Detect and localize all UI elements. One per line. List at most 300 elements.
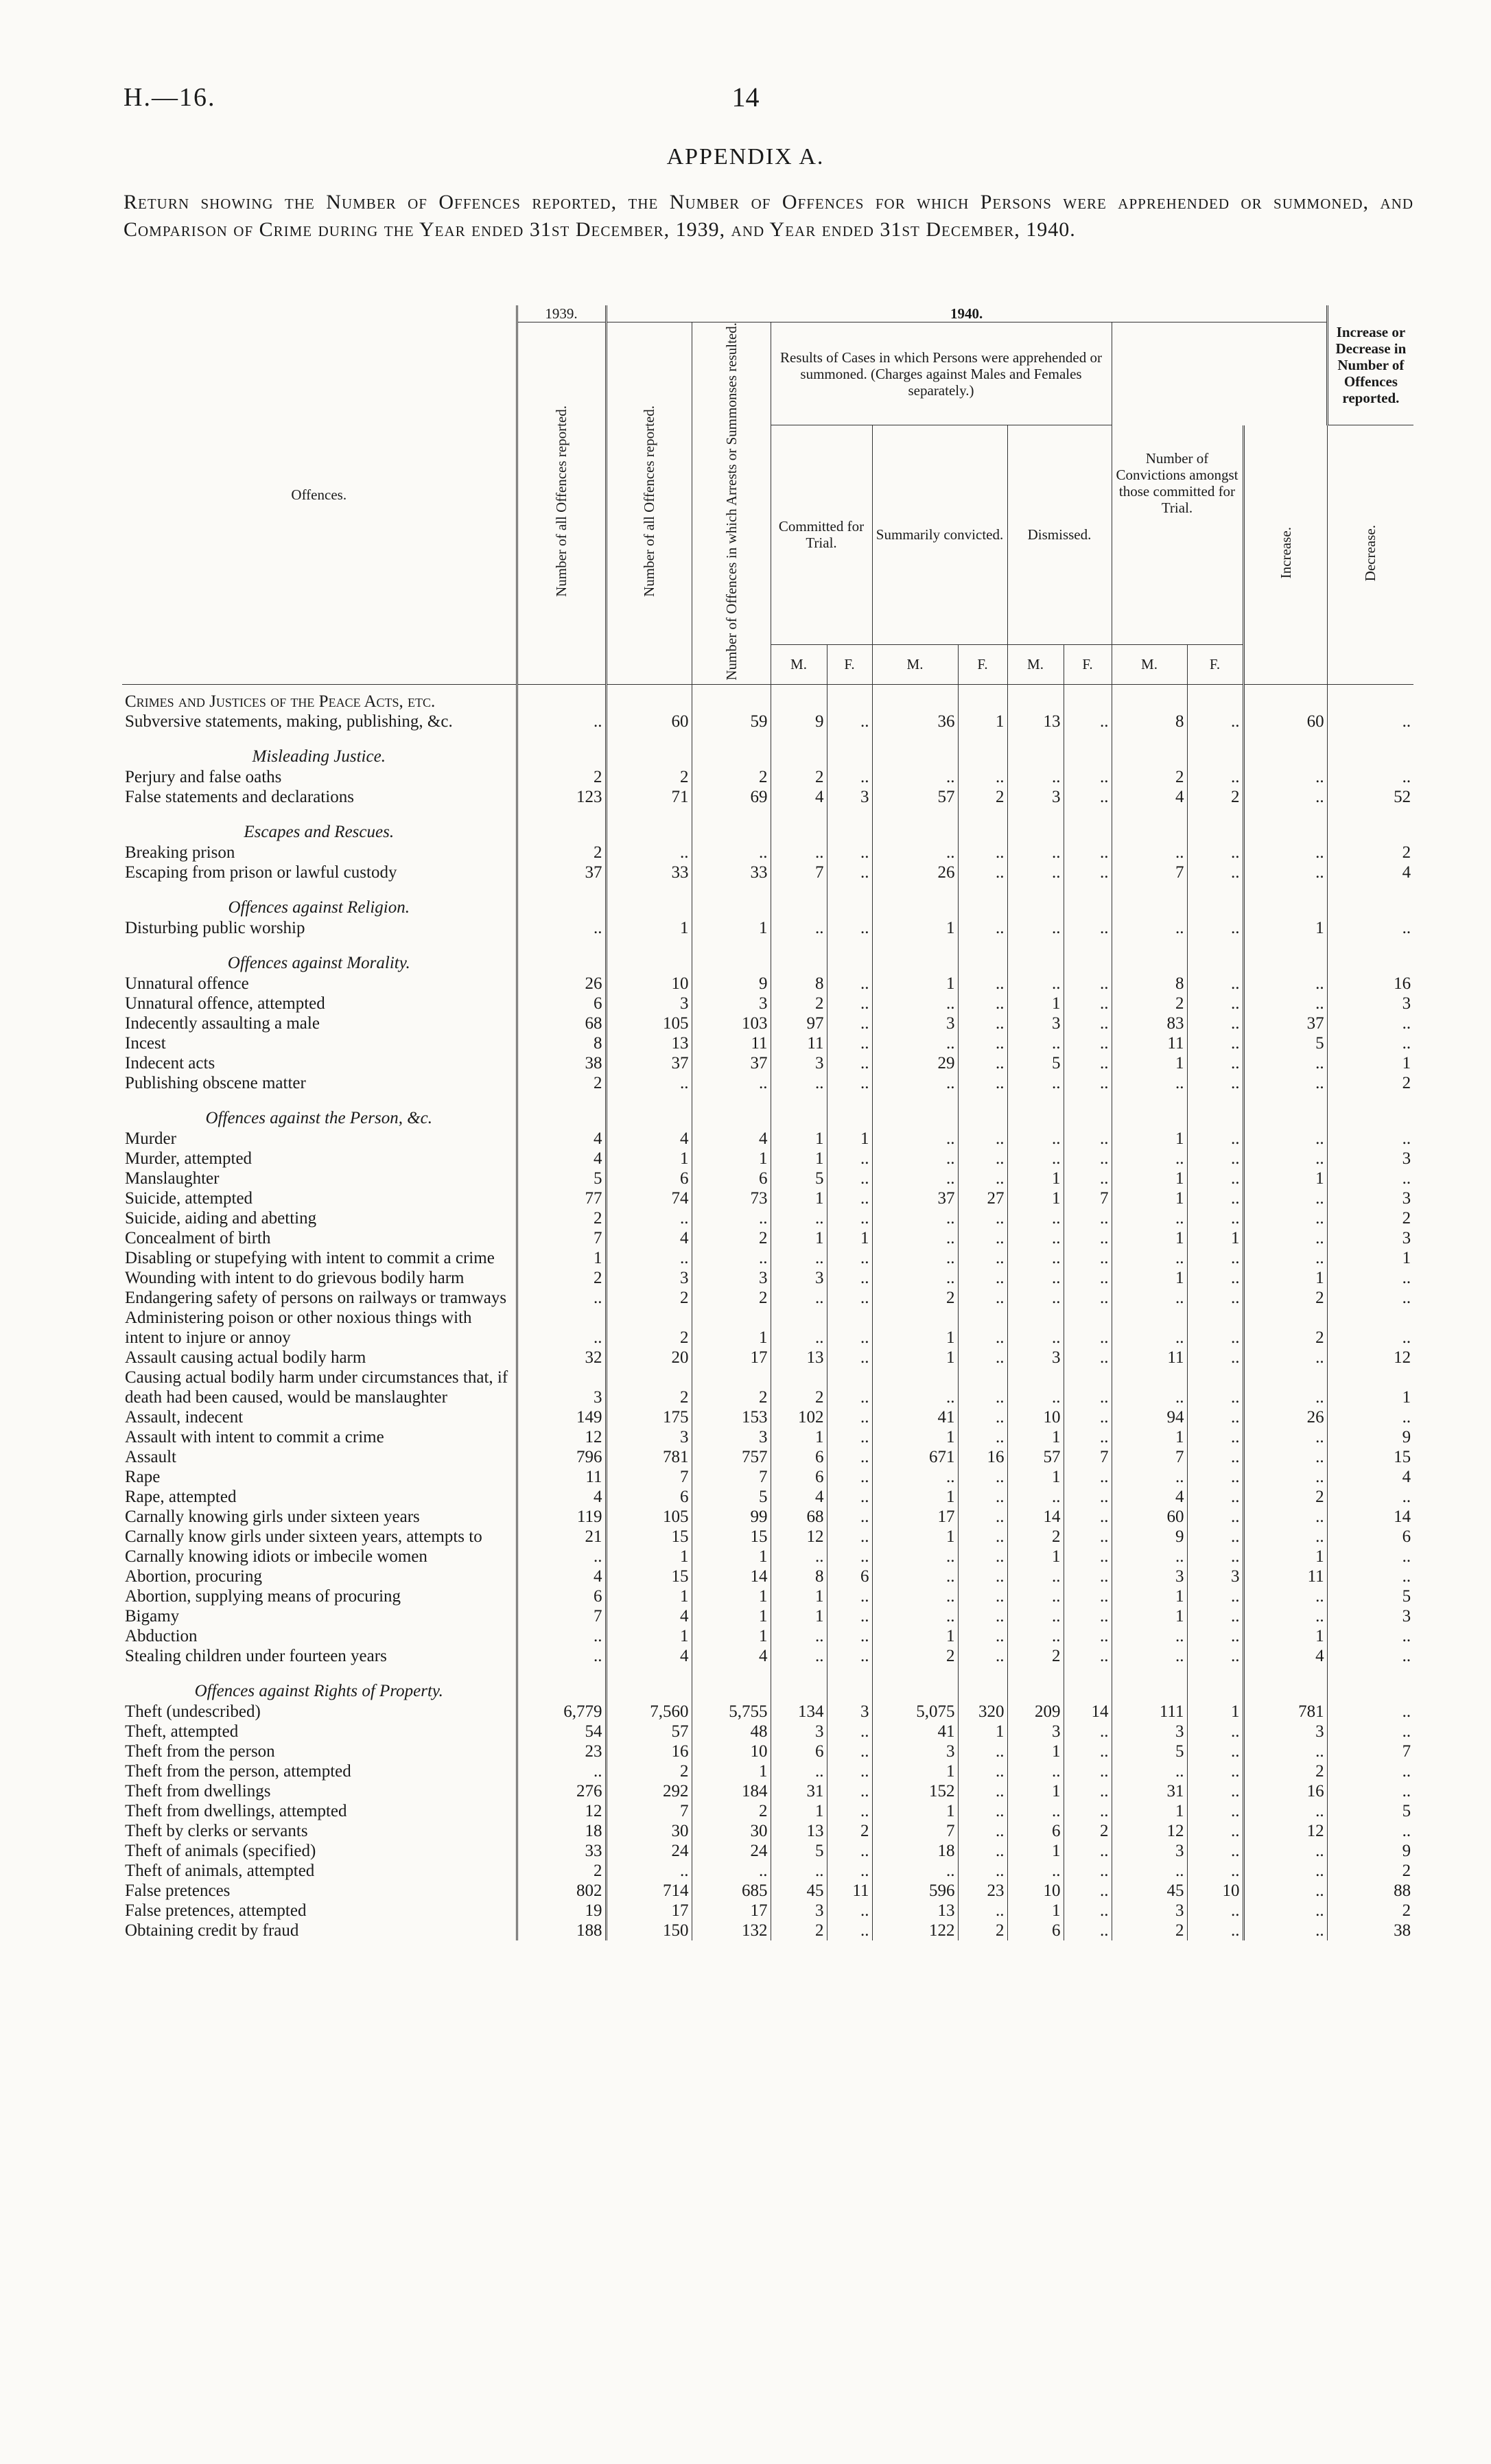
value-cell: ..: [827, 994, 872, 1013]
value-cell: 3: [692, 1268, 771, 1288]
value-cell: 1: [692, 1586, 771, 1606]
reported-1940-header: Number of all Offences reported.: [606, 322, 692, 685]
value-cell: 1: [1007, 1188, 1064, 1208]
value-cell: 150: [606, 1921, 692, 1940]
empty-cell: [958, 882, 1007, 918]
table-row: [122, 1702, 1413, 1722]
value-cell: ..: [958, 1368, 1007, 1407]
value-cell: 71: [606, 787, 692, 807]
offence-name: Murder, attempted: [125, 1149, 253, 1168]
table-row: [122, 1427, 1413, 1447]
value-cell: ..: [1243, 1467, 1327, 1487]
value-cell: ..: [1327, 1761, 1413, 1781]
value-cell: 2: [692, 1368, 771, 1407]
value-cell: ..: [1064, 1467, 1112, 1487]
value-cell: 6: [827, 1567, 872, 1586]
value-cell: 3: [1327, 994, 1413, 1013]
value-cell: ..: [1187, 712, 1243, 731]
value-cell: ..: [1187, 1467, 1243, 1487]
increase-decrease-header: Increase or Decrease in Number of Offences reported.: [1327, 305, 1413, 425]
value-cell: 54: [517, 1722, 606, 1741]
empty-cell: [1243, 684, 1327, 712]
empty-cell: [1327, 807, 1413, 843]
empty-cell: [1243, 882, 1327, 918]
value-cell: ..: [827, 1268, 872, 1288]
value-cell: 7: [771, 863, 827, 882]
group-heading-row: [122, 807, 1413, 843]
value-cell: ..: [1243, 1368, 1327, 1407]
empty-cell: [1112, 684, 1187, 712]
value-cell: 1: [1327, 1368, 1413, 1407]
value-cell: 57: [606, 1722, 692, 1741]
value-cell: ..: [827, 1781, 872, 1801]
offence-name: Bigamy: [125, 1606, 180, 1626]
value-cell: 37: [872, 1188, 958, 1208]
value-cell: 24: [692, 1841, 771, 1861]
value-cell: 3: [692, 994, 771, 1013]
value-cell: 1: [606, 1149, 692, 1169]
value-cell: ..: [827, 843, 872, 863]
value-cell: ..: [827, 1901, 872, 1921]
empty-cell: [958, 938, 1007, 974]
empty-cell: [1327, 684, 1413, 712]
value-cell: 2: [1007, 1646, 1064, 1666]
value-cell: ..: [1007, 1129, 1064, 1149]
value-cell: ..: [958, 1487, 1007, 1507]
table-row: [122, 863, 1413, 882]
value-cell: ..: [1064, 1646, 1112, 1666]
value-cell: 3: [771, 1722, 827, 1741]
value-cell: 77: [517, 1188, 606, 1208]
value-cell: ..: [827, 1741, 872, 1761]
value-cell: 123: [517, 787, 606, 807]
value-cell: ..: [872, 843, 958, 863]
value-cell: ..: [771, 1626, 827, 1646]
empty-cell: [1187, 1093, 1243, 1129]
value-cell: ..: [958, 843, 1007, 863]
value-cell: ..: [771, 918, 827, 938]
value-cell: ..: [958, 1149, 1007, 1169]
value-cell: 30: [692, 1821, 771, 1841]
value-cell: 30: [606, 1821, 692, 1841]
value-cell: 2: [1327, 1901, 1413, 1921]
value-cell: 132: [692, 1921, 771, 1940]
value-cell: 13: [1007, 712, 1064, 731]
empty-cell: [1243, 1093, 1327, 1129]
value-cell: 3: [606, 1268, 692, 1288]
value-cell: 292: [606, 1781, 692, 1801]
group-heading-row: [122, 731, 1413, 767]
offence-name: Theft, attempted: [125, 1722, 239, 1741]
value-cell: 1: [872, 1527, 958, 1547]
value-cell: ..: [1064, 1427, 1112, 1447]
value-cell: 3: [1112, 1841, 1187, 1861]
summarily-f: F.: [958, 644, 1007, 684]
table-row: [122, 787, 1413, 807]
value-cell: ..: [1327, 767, 1413, 787]
value-cell: 6: [771, 1467, 827, 1487]
value-cell: ..: [1327, 1567, 1413, 1586]
dismissed-f: F.: [1064, 644, 1112, 684]
value-cell: 6: [771, 1447, 827, 1467]
value-cell: ..: [958, 1248, 1007, 1268]
value-cell: ..: [1187, 1586, 1243, 1606]
value-cell: 73: [692, 1188, 771, 1208]
value-cell: ..: [1112, 1547, 1187, 1567]
group-heading: Crimes and Justices of the Peace Acts, etc.: [125, 692, 436, 711]
offence-name: Theft of animals, attempted: [125, 1861, 315, 1880]
value-cell: ..: [606, 1861, 692, 1881]
value-cell: 68: [771, 1507, 827, 1527]
value-cell: 3: [1112, 1901, 1187, 1921]
value-cell: ..: [771, 1761, 827, 1781]
value-cell: 2: [692, 1228, 771, 1248]
value-cell: ..: [1064, 1268, 1112, 1288]
value-cell: ..: [872, 767, 958, 787]
value-cell: 7: [517, 1228, 606, 1248]
value-cell: 31: [771, 1781, 827, 1801]
value-cell: 152: [872, 1781, 958, 1801]
value-cell: ..: [1187, 1841, 1243, 1861]
value-cell: ..: [827, 863, 872, 882]
value-cell: 781: [606, 1447, 692, 1467]
empty-cell: [1064, 731, 1112, 767]
value-cell: 11: [771, 1033, 827, 1053]
value-cell: 16: [1243, 1781, 1327, 1801]
value-cell: 12: [1327, 1348, 1413, 1368]
empty-cell: [1243, 938, 1327, 974]
group-heading-row: [122, 684, 1413, 712]
offence-name: Abduction: [125, 1626, 198, 1645]
table-row: [122, 1901, 1413, 1921]
value-cell: 1: [872, 1626, 958, 1646]
value-cell: 16: [606, 1741, 692, 1761]
value-cell: 2: [1112, 767, 1187, 787]
value-cell: ..: [1187, 1547, 1243, 1567]
offence-name: Escaping from prison or lawful custody: [125, 863, 397, 882]
value-cell: 24: [606, 1841, 692, 1861]
value-cell: ..: [827, 1427, 872, 1447]
value-cell: ..: [1327, 1308, 1413, 1348]
value-cell: ..: [827, 1487, 872, 1507]
value-cell: 88: [1327, 1881, 1413, 1901]
value-cell: 671: [872, 1447, 958, 1467]
value-cell: 184: [692, 1781, 771, 1801]
dismissed-header: Dismissed.: [1007, 425, 1112, 645]
value-cell: ..: [1007, 918, 1064, 938]
value-cell: 3: [771, 1268, 827, 1288]
value-cell: ..: [771, 1248, 827, 1268]
arrests-header: Number of Offences in which Arrests or Summonses resulted.: [692, 322, 771, 685]
value-cell: 102: [771, 1407, 827, 1427]
empty-cell: [692, 807, 771, 843]
empty-cell: [1064, 1093, 1112, 1129]
value-cell: ..: [1007, 1208, 1064, 1228]
table-row: [122, 767, 1413, 787]
value-cell: ..: [958, 1073, 1007, 1093]
value-cell: ..: [1327, 1169, 1413, 1188]
value-cell: ..: [1064, 1368, 1112, 1407]
dismissed-m: M.: [1007, 644, 1064, 684]
value-cell: 3: [1327, 1228, 1413, 1248]
value-cell: ..: [958, 1268, 1007, 1288]
table-row: [122, 1053, 1413, 1073]
value-cell: 596: [872, 1881, 958, 1901]
offence-name: Rape, attempted: [125, 1487, 237, 1506]
empty-cell: [1112, 731, 1187, 767]
value-cell: 796: [517, 1447, 606, 1467]
value-cell: 4: [692, 1646, 771, 1666]
value-cell: 45: [771, 1881, 827, 1901]
value-cell: ..: [1064, 994, 1112, 1013]
empty-cell: [1064, 807, 1112, 843]
value-cell: ..: [1187, 974, 1243, 994]
value-cell: ..: [1243, 787, 1327, 807]
value-cell: 4: [606, 1129, 692, 1149]
value-cell: ..: [1187, 1368, 1243, 1407]
value-cell: ..: [1064, 1901, 1112, 1921]
value-cell: ..: [827, 1407, 872, 1427]
value-cell: ..: [1064, 1507, 1112, 1527]
committed-f: F.: [827, 644, 872, 684]
empty-cell: [771, 1666, 827, 1702]
value-cell: ..: [1064, 1921, 1112, 1940]
value-cell: ..: [827, 1149, 872, 1169]
empty-cell: [827, 684, 872, 712]
value-cell: 12: [1112, 1821, 1187, 1841]
value-cell: 1: [1112, 1606, 1187, 1626]
value-cell: 714: [606, 1881, 692, 1901]
value-cell: 1: [606, 1586, 692, 1606]
value-cell: 122: [872, 1921, 958, 1940]
value-cell: 7: [606, 1801, 692, 1821]
value-cell: 1: [771, 1188, 827, 1208]
value-cell: ..: [958, 1586, 1007, 1606]
value-cell: 3: [1112, 1722, 1187, 1741]
value-cell: ..: [517, 712, 606, 731]
value-cell: ..: [1064, 1407, 1112, 1427]
value-cell: ..: [872, 1129, 958, 1149]
value-cell: ..: [827, 1626, 872, 1646]
value-cell: ..: [1187, 1861, 1243, 1881]
value-cell: 1: [606, 1547, 692, 1567]
value-cell: 41: [872, 1407, 958, 1427]
value-cell: 13: [606, 1033, 692, 1053]
value-cell: ..: [1187, 1268, 1243, 1288]
value-cell: ..: [1187, 918, 1243, 938]
value-cell: ..: [1064, 1348, 1112, 1368]
value-cell: ..: [958, 1053, 1007, 1073]
empty-cell: [606, 731, 692, 767]
value-cell: ..: [1112, 1288, 1187, 1308]
value-cell: 5: [771, 1169, 827, 1188]
value-cell: ..: [1187, 1149, 1243, 1169]
offence-name: Rape: [125, 1467, 161, 1486]
value-cell: 4: [1112, 787, 1187, 807]
value-cell: ..: [1007, 1288, 1064, 1308]
empty-cell: [827, 1666, 872, 1702]
value-cell: ..: [517, 1646, 606, 1666]
value-cell: ..: [1243, 1149, 1327, 1169]
value-cell: ..: [1007, 1761, 1064, 1781]
group-heading-row: [122, 1666, 1413, 1702]
empty-cell: [1243, 731, 1327, 767]
value-cell: 17: [606, 1901, 692, 1921]
value-cell: ..: [958, 767, 1007, 787]
value-cell: 1: [606, 1626, 692, 1646]
value-cell: ..: [1327, 1268, 1413, 1288]
value-cell: 3: [1243, 1722, 1327, 1741]
value-cell: ..: [827, 1467, 872, 1487]
empty-cell: [827, 938, 872, 974]
table-row: [122, 1801, 1413, 1821]
value-cell: 149: [517, 1407, 606, 1427]
value-cell: 1: [958, 1722, 1007, 1741]
offence-name: Theft of animals (specified): [125, 1841, 316, 1860]
value-cell: ..: [1112, 843, 1187, 863]
value-cell: 60: [1243, 712, 1327, 731]
value-cell: 2: [958, 1921, 1007, 1940]
value-cell: 15: [1327, 1447, 1413, 1467]
empty-cell: [606, 684, 692, 712]
value-cell: 2: [517, 1861, 606, 1881]
value-cell: 4: [771, 1487, 827, 1507]
value-cell: ..: [1187, 1013, 1243, 1033]
value-cell: ..: [1007, 1149, 1064, 1169]
value-cell: 1: [1243, 1547, 1327, 1567]
table-row: [122, 1228, 1413, 1248]
value-cell: 3: [1327, 1149, 1413, 1169]
value-cell: ..: [1327, 1487, 1413, 1507]
value-cell: ..: [1243, 1921, 1327, 1940]
value-cell: ..: [1007, 1308, 1064, 1348]
value-cell: ..: [1064, 1248, 1112, 1268]
empty-cell: [517, 1093, 606, 1129]
empty-cell: [771, 882, 827, 918]
value-cell: ..: [827, 1722, 872, 1741]
value-cell: ..: [872, 1861, 958, 1881]
decrease-header: Decrease.: [1327, 425, 1413, 685]
value-cell: ..: [1064, 843, 1112, 863]
offence-name: Assault: [125, 1447, 176, 1466]
value-cell: ..: [872, 1149, 958, 1169]
value-cell: 2: [958, 787, 1007, 807]
value-cell: ..: [1327, 1626, 1413, 1646]
empty-cell: [1187, 882, 1243, 918]
value-cell: ..: [1007, 1626, 1064, 1646]
offence-name: Disabling or stupefying with intent to commit a crime: [125, 1248, 495, 1267]
table-row: [122, 1761, 1413, 1781]
value-cell: 1: [771, 1427, 827, 1447]
value-cell: 33: [606, 863, 692, 882]
value-cell: 10: [692, 1741, 771, 1761]
empty-cell: [517, 731, 606, 767]
value-cell: ..: [1187, 1606, 1243, 1626]
value-cell: 94: [1112, 1407, 1187, 1427]
value-cell: ..: [958, 1567, 1007, 1586]
value-cell: 9: [1327, 1427, 1413, 1447]
empty-cell: [606, 938, 692, 974]
value-cell: ..: [958, 1129, 1007, 1149]
value-cell: 4: [1327, 863, 1413, 882]
value-cell: 2: [1243, 1487, 1327, 1507]
offence-name: Endangering safety of persons on railways or tramways: [125, 1288, 507, 1307]
value-cell: 8: [1112, 974, 1187, 994]
offence-name: Murder: [125, 1129, 176, 1148]
value-cell: ..: [1112, 1646, 1187, 1666]
value-cell: 209: [1007, 1702, 1064, 1722]
value-cell: 14: [1064, 1702, 1112, 1722]
value-cell: 2: [872, 1646, 958, 1666]
value-cell: 37: [1243, 1013, 1327, 1033]
value-cell: 2: [517, 767, 606, 787]
table-row: [122, 1507, 1413, 1527]
value-cell: ..: [771, 1288, 827, 1308]
value-cell: ..: [771, 1073, 827, 1093]
value-cell: ..: [1064, 1129, 1112, 1149]
value-cell: ..: [1187, 1626, 1243, 1646]
offence-name: Unnatural offence, attempted: [125, 994, 325, 1013]
value-cell: ..: [1243, 1228, 1327, 1248]
value-cell: ..: [827, 1861, 872, 1881]
value-cell: 2: [517, 1073, 606, 1093]
value-cell: ..: [1112, 1073, 1187, 1093]
value-cell: 11: [1243, 1567, 1327, 1586]
value-cell: 757: [692, 1447, 771, 1467]
table-row: [122, 1368, 1413, 1407]
value-cell: 2: [771, 767, 827, 787]
value-cell: 2: [771, 994, 827, 1013]
value-cell: 2: [1112, 994, 1187, 1013]
value-cell: 111: [1112, 1702, 1187, 1722]
value-cell: ..: [1187, 767, 1243, 787]
value-cell: 1: [1007, 1841, 1064, 1861]
value-cell: ..: [1243, 1073, 1327, 1093]
table-row: [122, 1208, 1413, 1228]
value-cell: 276: [517, 1781, 606, 1801]
value-cell: 8: [771, 974, 827, 994]
value-cell: 685: [692, 1881, 771, 1901]
offence-name: False pretences: [125, 1881, 231, 1900]
value-cell: 12: [771, 1527, 827, 1547]
value-cell: 1: [771, 1129, 827, 1149]
empty-cell: [958, 1093, 1007, 1129]
value-cell: 11: [517, 1467, 606, 1487]
value-cell: ..: [1327, 1013, 1413, 1033]
value-cell: 5: [1327, 1801, 1413, 1821]
value-cell: 1: [771, 1586, 827, 1606]
table-row: [122, 1606, 1413, 1626]
value-cell: ..: [1007, 1606, 1064, 1626]
value-cell: 2: [1243, 1288, 1327, 1308]
value-cell: 15: [606, 1567, 692, 1586]
value-cell: ..: [1187, 994, 1243, 1013]
value-cell: 4: [517, 1567, 606, 1586]
offence-name: Manslaughter: [125, 1169, 220, 1188]
value-cell: ..: [1327, 1646, 1413, 1666]
value-cell: ..: [1243, 1741, 1327, 1761]
value-cell: ..: [1064, 1626, 1112, 1646]
empty-cell: [1187, 938, 1243, 974]
value-cell: 153: [692, 1407, 771, 1427]
value-cell: 3: [1187, 1567, 1243, 1586]
value-cell: 17: [872, 1507, 958, 1527]
value-cell: 17: [692, 1348, 771, 1368]
value-cell: ..: [827, 1348, 872, 1368]
value-cell: ..: [1187, 1741, 1243, 1761]
value-cell: 16: [958, 1447, 1007, 1467]
table-row: [122, 1567, 1413, 1586]
